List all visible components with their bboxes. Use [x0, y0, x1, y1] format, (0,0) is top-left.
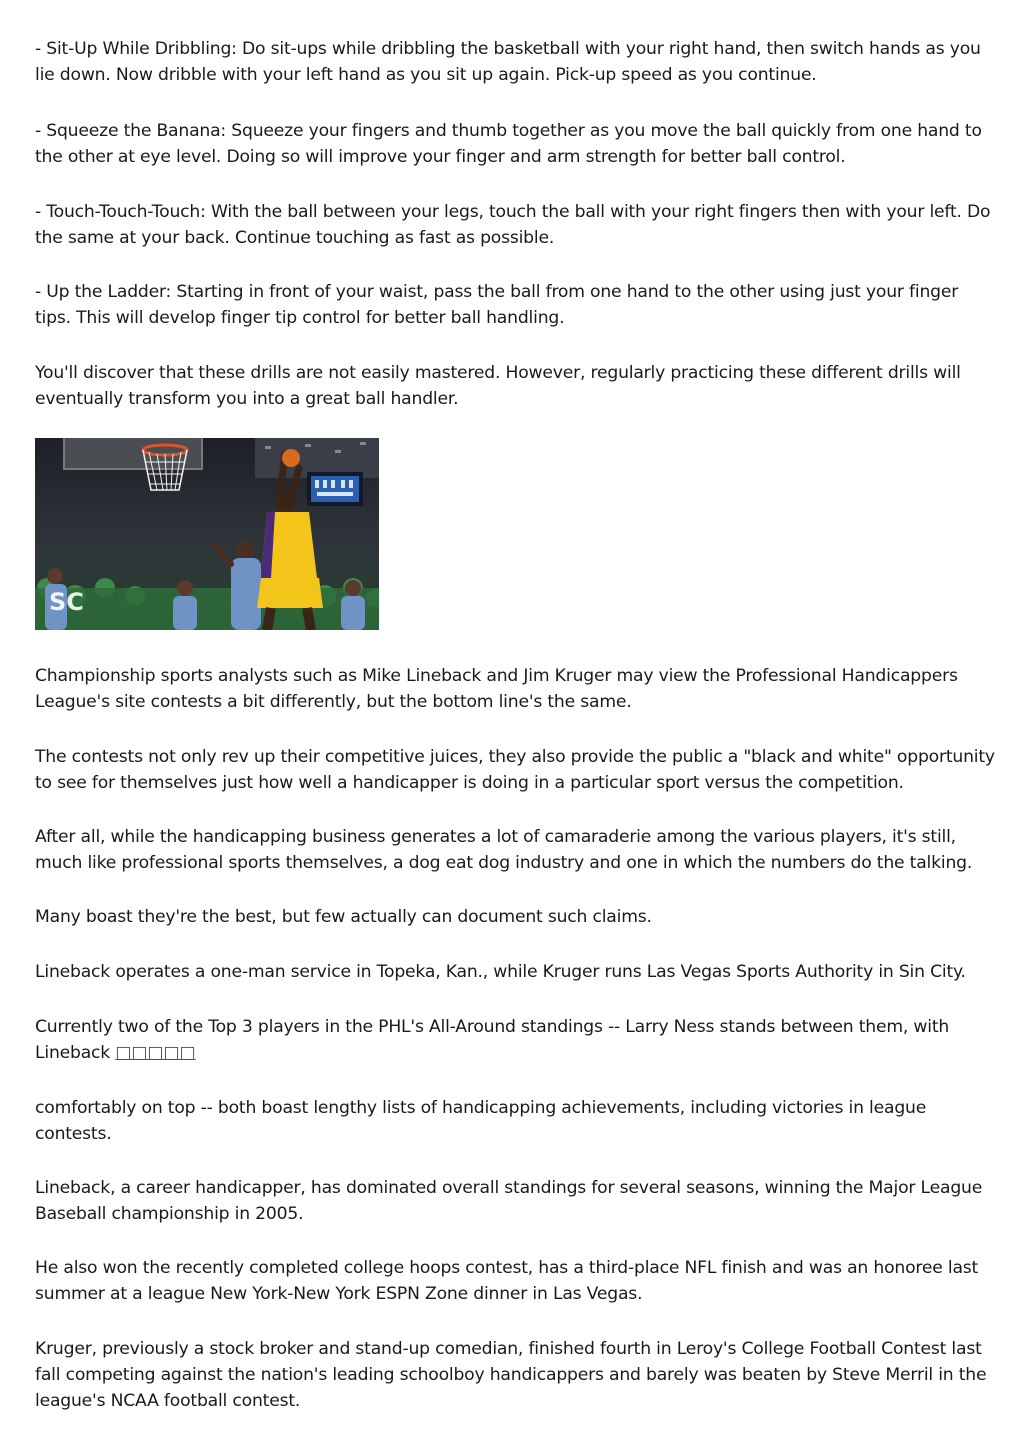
paragraph-comfortably: comfortably on top -- both boast lengthy lists of handicapping achievements, including victories in league contests. [35, 1098, 927, 1144]
paragraph-analysts: Championship sports analysts such as Mike Lineback and Jim Kruger may view the Professional Handicappers League's site contests a bit differently, but the bottom line's the same. [35, 666, 958, 712]
paragraph-touch: - Touch-Touch-Touch: With the ball between your legs, touch the ball with your right fingers then with your left. Do the same at your back. Continue touching as fast as possible. [35, 202, 991, 248]
paragraph-many-boast: Many boast they're the best, but few actually can document such claims. [35, 907, 652, 927]
paragraph-operates: Lineback operates a one-man service in Topeka, Kan., while Kruger runs Las Vegas Sports Authority in Sin City. [35, 962, 966, 982]
paragraph-kruger: Kruger, previously a stock broker and stand-up comedian, finished fourth in Leroy's College Football Contest last fall competing against the nation's leading schoolboy handicappers and barely was beaten by Steve Merril in the league's NCAA football contest. [35, 1339, 987, 1411]
paragraph-discover: You'll discover that these drills are not easily mastered. However, regularly practicing these different drills will eventually transform you into a great ball handler. [35, 363, 961, 409]
paragraph-contests: The contests not only rev up their competitive juices, they also provide the public a "black and white" opportunity to see for themselves just how well a handicapper is doing in a particular sport versus the competition. [35, 747, 995, 793]
sc-logo: SC [49, 588, 84, 616]
paragraph-banana: - Squeeze the Banana: Squeeze your fingers and thumb together as you move the ball quickly from one hand to the other at eye level. Doing so will improve your finger and arm strength for better ball control. [35, 121, 982, 167]
inline-link[interactable]: □□□□□ [115, 1043, 196, 1063]
paragraph-sit-up: - Sit-Up While Dribbling: Do sit-ups while dribbling the basketball with your right hand, then switch hands as you lie down. Now dribble with your left hand as you sit up again. Pick-up speed as you continue. [35, 39, 981, 85]
paragraph-career: Lineback, a career handicapper, has dominated overall standings for several seasons, winning the Major League Baseball championship in 2005. [35, 1178, 983, 1224]
paragraph-also-won: He also won the recently completed college hoops contest, has a third-place NFL finish and was an honoree last summer at a league New York-New York ESPN Zone dinner in Las Vegas. [35, 1258, 979, 1304]
basketball-photo [35, 438, 379, 630]
paragraph-currently-text: Currently two of the Top 3 players in the PHL's All-Around standings -- Larry Ness stands between them, with Lineback [35, 1017, 950, 1063]
paragraph-ladder: - Up the Ladder: Starting in front of your waist, pass the ball from one hand to the other using just your finger tips. This will develop finger tip control for better ball handling. [35, 282, 959, 328]
paragraph-currently [35, 1014, 995, 1066]
paragraph-after-all: After all, while the handicapping business generates a lot of camaraderie among the various players, it's still, much like professional sports themselves, a dog eat dog industry and one in which the numbers do the talking. [35, 827, 973, 873]
